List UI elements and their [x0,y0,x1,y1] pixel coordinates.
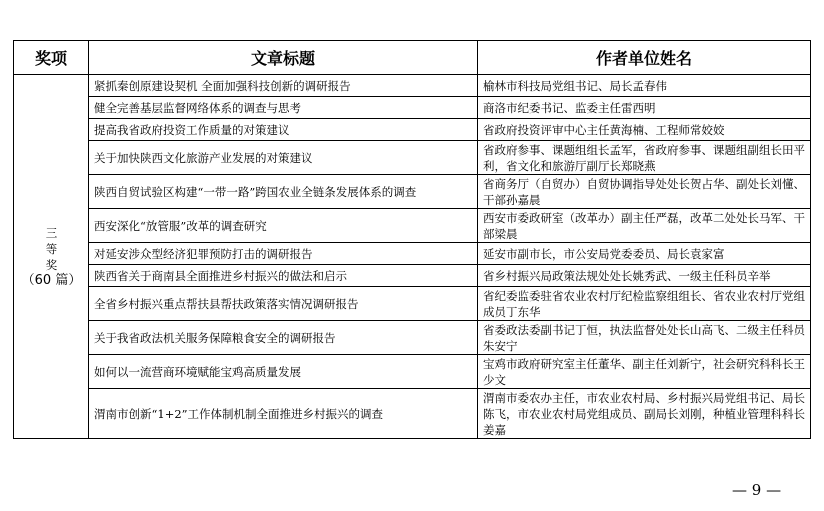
category-count: （60 篇） [21,272,82,288]
author-info: 省政府参事、课题组组长孟军，省政府参事、课题组副组长田平利，省文化和旅游厅副厅长郑晓燕 [478,141,811,175]
author-info: 省乡村振兴局政策法规处处长姚秀武、一级主任科员辛举 [478,265,811,287]
author-info: 省政府投资评审中心主任黄海楠、工程师常姣姣 [478,119,811,141]
author-info: 商洛市纪委书记、监委主任雷西明 [478,97,811,119]
author-info: 宝鸡市政府研究室主任董华、副主任刘新宁，社会研究科科长王少文 [478,355,811,389]
author-info: 省商务厅（自贸办）自贸协调指导处处长贺占华、副处长刘懂、干部孙嘉晨 [478,175,811,209]
article-title: 紧抓秦创原建设契机 全面加强科技创新的调研报告 [89,75,478,97]
table-row [14,97,811,119]
article-title: 渭南市创新“1+2”工作体制机制全面推进乡村振兴的调查 [89,389,478,439]
table-row [14,243,811,265]
table-row [14,75,811,97]
author-info: 延安市副市长，市公安局党委委员、局长袁家富 [478,243,811,265]
header-title: 文章标题 [89,41,478,75]
article-title: 提高我省政府投资工作质量的对策建议 [89,119,478,141]
category-char: 等 [45,241,58,256]
article-title: 西安深化“放管服”改革的调查研究 [89,209,478,243]
author-info: 省纪委监委驻省农业农村厅纪检监察组组长、省农业农村厅党组成员丁东华 [478,287,811,321]
table-row [14,175,811,209]
table-row [14,141,811,175]
article-title: 全省乡村振兴重点帮扶县帮扶政策落实情况调研报告 [89,287,478,321]
award-table [13,40,811,439]
article-title: 陕西省关于商南县全面推进乡村振兴的做法和启示 [89,265,478,287]
page-number: — 9 — [732,481,782,499]
article-title: 关于加快陕西文化旅游产业发展的对策建议 [89,141,478,175]
table-row [14,321,811,355]
table-row [14,355,811,389]
header-author: 作者单位姓名 [478,41,811,75]
header-award: 奖项 [14,41,89,75]
header-row [14,41,811,75]
article-title: 如何以一流营商环境赋能宝鸡高质量发展 [89,355,478,389]
table-row [14,119,811,141]
table-row [14,265,811,287]
article-title: 陕西自贸试验区构建“一带一路”跨国农业全链条发展体系的调查 [89,175,478,209]
author-info: 省委政法委副书记丁恒，执法监督处处长山高飞、二级主任科员朱安宁 [478,321,811,355]
table-row [14,389,811,439]
article-title: 关于我省政法机关服务保障粮食安全的调研报告 [89,321,478,355]
award-category-cell [14,75,89,439]
category-char: 奖 [45,257,58,272]
table-row [14,287,811,321]
table-row [14,209,811,243]
author-info: 榆林市科技局党组书记、局长孟春伟 [478,75,811,97]
article-title: 对延安涉众型经济犯罪预防打击的调研报告 [89,243,478,265]
author-info: 西安市委政研室（改革办）副主任严磊，改革二处处长马军、干部梁晨 [478,209,811,243]
author-info: 渭南市委农办主任，市农业农村局、乡村振兴局党组书记、局长陈飞，市农业农村局党组成员、副局长刘刚，种植业管理科科长姜嘉 [478,389,811,439]
category-char: 三 [45,225,58,240]
article-title: 健全完善基层监督网络体系的调查与思考 [89,97,478,119]
